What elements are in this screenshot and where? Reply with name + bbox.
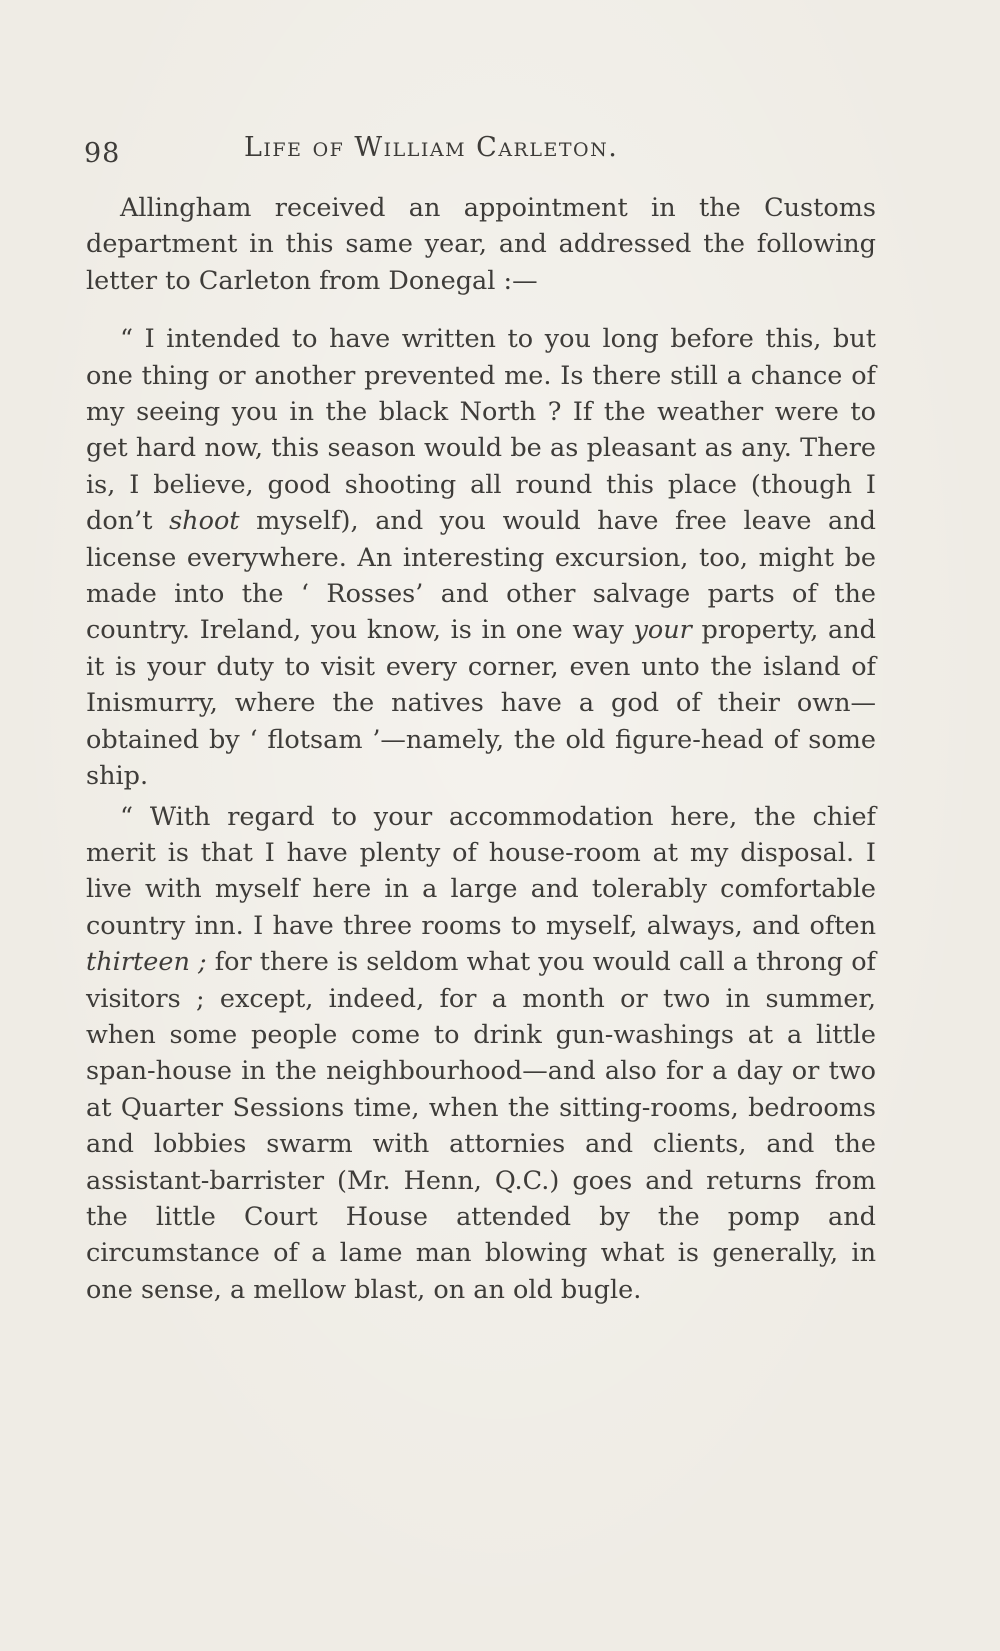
page-number: 98 xyxy=(84,138,121,169)
letter-1-text-a: “ I intended to have written to you long before this, but one thing or another prevented me. Is there still a chance of my seeing you in the black North ? If the weather were to get hard now, this season would be as pleasant as any. There is, I believe, good shooting all round this place (though I don’t xyxy=(86,324,876,537)
page-header xyxy=(84,132,724,172)
letter-2-text-a: “ With regard to your accommodation here, the chief merit is that I have plenty of house-room at my disposal. I live with myself here in a large and tolerably comfortable country inn. I have three rooms to myself, always, and often xyxy=(86,801,876,941)
body-text xyxy=(86,190,876,1308)
italic-your: your xyxy=(633,615,692,646)
letter-paragraph-1 xyxy=(86,321,876,794)
intro-paragraph: Allingham received an appointment in the Customs department in this same year, and addressed the following letter to Carleton from Donegal :— xyxy=(86,193,876,296)
letter-1-text-b: myself), and you would have free leave and license everywhere. An interesting excursion, too, might be made into the ‘ Rosses’ and other salvage parts of the country. Ireland, you know, is in one way xyxy=(86,506,876,646)
running-head: Life of William Carleton. xyxy=(244,132,619,163)
letter-2-text-b: for there is seldom what you would call a throng of visitors ; except, indeed, for a month or two in summer, when some people come to drink gun-washings at a little span-house in the neighbourhood—and also for a day or two at Quarter Sessions time, when the sitting-rooms, bedrooms and lobbies swarm with attornies and clients, and the assistant-barrister (Mr. Henn, Q.C.) goes and returns from the little Court House attended by the pomp and circumstance of a lame man blowing what is generally, in one sense, a mellow blast, on an old bugle. xyxy=(86,947,876,1305)
letter-1-text-c: property, and it is your duty to visit every corner, even unto the island of Inismurry, where the natives have a god of their own—obtained by ‘ flotsam ’—namely, the old figure-head of some ship. xyxy=(86,615,876,792)
letter-paragraph-2 xyxy=(86,799,876,1309)
italic-shoot: shoot xyxy=(169,506,240,537)
italic-thirteen: thirteen ; xyxy=(86,947,207,978)
